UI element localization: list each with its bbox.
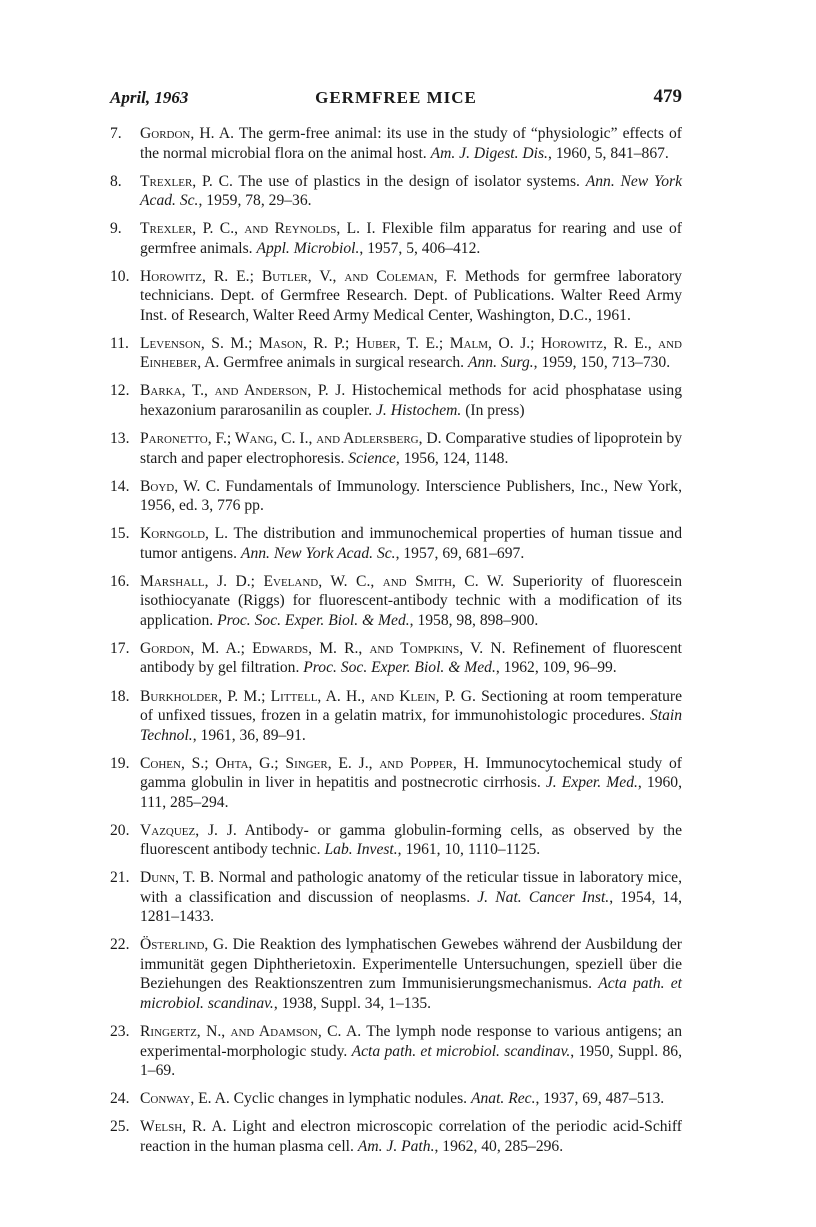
reference-title: Refinement of fluorescent antibody by gel filtration. (140, 639, 682, 677)
reference-authors: Cohen, S.; Ohta, G.; Singer, E. J., and Popper, H. (140, 754, 479, 772)
reference-journal: Am. J. Path. (357, 1137, 435, 1155)
reference-details: (In press) (461, 401, 525, 419)
reference-item (110, 219, 682, 258)
reference-item (110, 172, 682, 211)
reference-title: Germfree animals in surgical research. (219, 354, 468, 372)
reference-authors: Burkholder, P. M.; Littell, A. H., and Klein, P. G. (140, 687, 476, 705)
reference-list (110, 124, 682, 1165)
reference-journal: J. Exper. Med. (545, 774, 638, 792)
reference-details: , 1962, 109, 96–99. (495, 659, 617, 677)
reference-number: 7. (110, 125, 122, 142)
reference-journal: Stain Technol. (140, 707, 682, 744)
reference-authors: Österlind, G. (140, 936, 229, 954)
reference-number: 21. (110, 869, 130, 887)
reference-item (110, 1022, 682, 1081)
reference-journal: Science (348, 449, 396, 467)
reference-journal: Anat. Rec. (470, 1090, 536, 1108)
reference-number: 15. (110, 525, 130, 543)
reference-number: 24. (110, 1090, 130, 1108)
reference-authors: Vazquez, J. J. (140, 821, 237, 839)
reference-item (110, 429, 682, 468)
reference-title: Fundamentals of Immunology. Interscience Publishers, Inc., New York, 1956, ed. 3, 776 pp. (140, 477, 682, 515)
reference-title: The distribution and immunochemical properties of human tissue and tumor antigens. (140, 525, 682, 562)
reference-title: Normal and pathologic anatomy of the reticular tissue in laboratory mice, with a classification and discussion of neoplasms. (140, 869, 683, 906)
reference-number: 11. (110, 334, 129, 352)
reference-item (110, 267, 682, 326)
reference-journal: Appl. Microbiol. (256, 239, 360, 257)
reference-authors: Marshall, J. D.; Eveland, W. C., and Smith, C. W. (140, 572, 505, 590)
reference-details: , 1956, 124, 1148. (395, 449, 509, 467)
reference-journal: J. Nat. Cancer Inst. (477, 888, 610, 906)
reference-item (110, 572, 682, 631)
reference-title: Comparative studies of lipoprotein by starch and paper electrophoresis. (140, 430, 682, 467)
reference-item (110, 639, 682, 678)
reference-number: 13. (110, 430, 130, 448)
issue-date: April, 1963 (110, 88, 189, 107)
reference-details: , 1954, 14, 1281–1433. (140, 888, 683, 926)
reference-title: Antibody- or gamma globulin-forming cells, as observed by the fluorescent antibody technic. (140, 821, 682, 859)
reference-item (110, 124, 682, 163)
reference-item (110, 334, 682, 373)
reference-number: 23. (110, 1023, 130, 1040)
reference-item (110, 687, 682, 746)
reference-authors: Gordon, H. A. (140, 125, 234, 142)
reference-title: The lymph node response to various antigens; an experimental-morphologic study. (140, 1023, 682, 1060)
reference-details: , 1959, 150, 713–730. (533, 354, 671, 372)
reference-authors: Horowitz, R. E.; Butler, V., and Coleman, F. (140, 267, 457, 285)
reference-authors: Levenson, S. M.; Mason, R. P.; Huber, T. E.; Malm, O. J.; Horowitz, R. E., and Einheber, A. (140, 334, 682, 372)
reference-authors: Korngold, L. (140, 525, 229, 543)
reference-title: Cyclic changes in lymphatic nodules. (229, 1090, 471, 1108)
reference-item (110, 868, 682, 927)
reference-item (110, 754, 682, 813)
reference-item (110, 935, 682, 1013)
reference-number: 10. (110, 267, 130, 285)
reference-title: Light and electron microscopic correlation of the periodic acid-Schiff reaction in the human plasma cell. (140, 1118, 682, 1155)
reference-title: The use of plastics in the design of isolator systems. (232, 172, 586, 190)
reference-details: , 1959, 78, 29–36. (198, 192, 312, 210)
reference-details: , 1961, 36, 89–91. (192, 726, 306, 744)
reference-journal: J. Histochem. (376, 401, 462, 419)
reference-item (110, 477, 682, 516)
reference-authors: Dunn, T. B. (140, 869, 215, 887)
reference-details: , 1957, 69, 681–697. (395, 544, 525, 562)
reference-item (110, 524, 682, 563)
reference-details: , 1950, Suppl. 86, 1–69. (140, 1042, 682, 1079)
reference-details: , 1962, 40, 285–296. (434, 1137, 564, 1155)
reference-title: The germ-free animal: its use in the study of “physiologic” effects of the normal microbial flora on the animal host. (140, 125, 682, 162)
reference-authors: Paronetto, F.; Wang, C. I., and Adlersberg, D. (140, 430, 442, 448)
reference-journal: Proc. Soc. Exper. Biol. & Med. (303, 659, 496, 677)
reference-number: 20. (110, 821, 130, 839)
reference-authors: Conway, E. A. (140, 1090, 230, 1108)
reference-title: Methods for germfree laboratory technicians. Dept. of Germfree Research. Dept. of Publications. Walter Reed Army Inst. of Research, Walter Reed Army Medical Center, Washington, D.C., 1961. (140, 267, 682, 324)
reference-journal: Acta path. et microbiol. scandinav. (351, 1042, 571, 1060)
reference-details: , 1937, 69, 487–513. (535, 1090, 665, 1108)
reference-number: 9. (110, 220, 122, 238)
reference-number: 12. (110, 382, 130, 400)
reference-journal: Ann. New York Acad. Sc. (140, 172, 682, 210)
reference-item (110, 1117, 682, 1156)
running-title: GERMFREE MICE (315, 88, 477, 107)
reference-authors: Boyd, W. C. (140, 477, 221, 495)
reference-authors: Barka, T., and Anderson, P. J. (140, 382, 346, 400)
reference-number: 14. (110, 477, 130, 495)
page-number: 479 (653, 86, 682, 107)
reference-number: 18. (110, 687, 130, 705)
reference-item (110, 1089, 682, 1109)
reference-details: , 1938, Suppl. 34, 1–135. (273, 994, 432, 1012)
reference-number: 19. (110, 754, 130, 772)
reference-details: , 1960, 111, 285–294. (140, 774, 682, 811)
reference-journal: Am. J. Digest. Dis. (430, 144, 548, 162)
reference-authors: Trexler, P. C., and Reynolds, L. I. (140, 220, 376, 238)
reference-details: , 1961, 10, 1110–1125. (397, 841, 541, 859)
reference-number: 22. (110, 936, 130, 954)
reference-authors: Welsh, R. A. (140, 1118, 227, 1136)
page-header (110, 86, 682, 112)
reference-journal: Ann. Surg. (467, 354, 534, 372)
reference-number: 16. (110, 572, 130, 590)
reference-title: Superiority of fluorescein isothiocyanate (Riggs) for fluorescent-antibody technic with a modification of its application. (140, 572, 683, 629)
reference-journal: Acta path. et microbiol. scandinav. (140, 975, 682, 1012)
reference-authors: Trexler, P. C. (140, 172, 233, 190)
reference-journal: Ann. New York Acad. Sc. (240, 544, 396, 562)
reference-title: Sectioning at room temperature of unfixed tissues, frozen in a gelatin matrix, for immunohistologic procedures. (140, 687, 683, 725)
reference-title: Flexible film apparatus for rearing and use of germfree animals. (140, 220, 682, 257)
reference-journal: Lab. Invest. (324, 841, 398, 859)
reference-title: Histochemical methods for acid phosphatase using hexazonium pararosanilin as coupler. (140, 382, 682, 419)
reference-details: , 1957, 5, 406–412. (359, 239, 481, 257)
reference-title: Immunocytochemical study of gamma globulin in liver in hepatitis and postnecrotic cirrhosis. (140, 754, 682, 792)
reference-authors: Ringertz, N., and Adamson, C. A. (140, 1023, 362, 1040)
reference-number: 17. (110, 639, 130, 657)
reference-number: 8. (110, 172, 122, 190)
reference-number: 25. (110, 1118, 130, 1136)
reference-authors: Gordon, M. A.; Edwards, M. R., and Tompkins, V. N. (140, 639, 506, 657)
reference-details: , 1958, 98, 898–900. (409, 611, 539, 629)
reference-item (110, 821, 682, 860)
reference-title: Die Reaktion des lymphatischen Gewebes während der Ausbildung der immunität gegen Diphtherietoxin. Experimentelle Untersuchungen, speziell über die Beziehungen des Reaktionszentren zum Immunisierungsmechanismus. (140, 936, 682, 993)
reference-journal: Proc. Soc. Exper. Biol. & Med. (217, 611, 410, 629)
reference-item (110, 381, 682, 420)
reference-details: , 1960, 5, 841–867. (547, 144, 669, 162)
